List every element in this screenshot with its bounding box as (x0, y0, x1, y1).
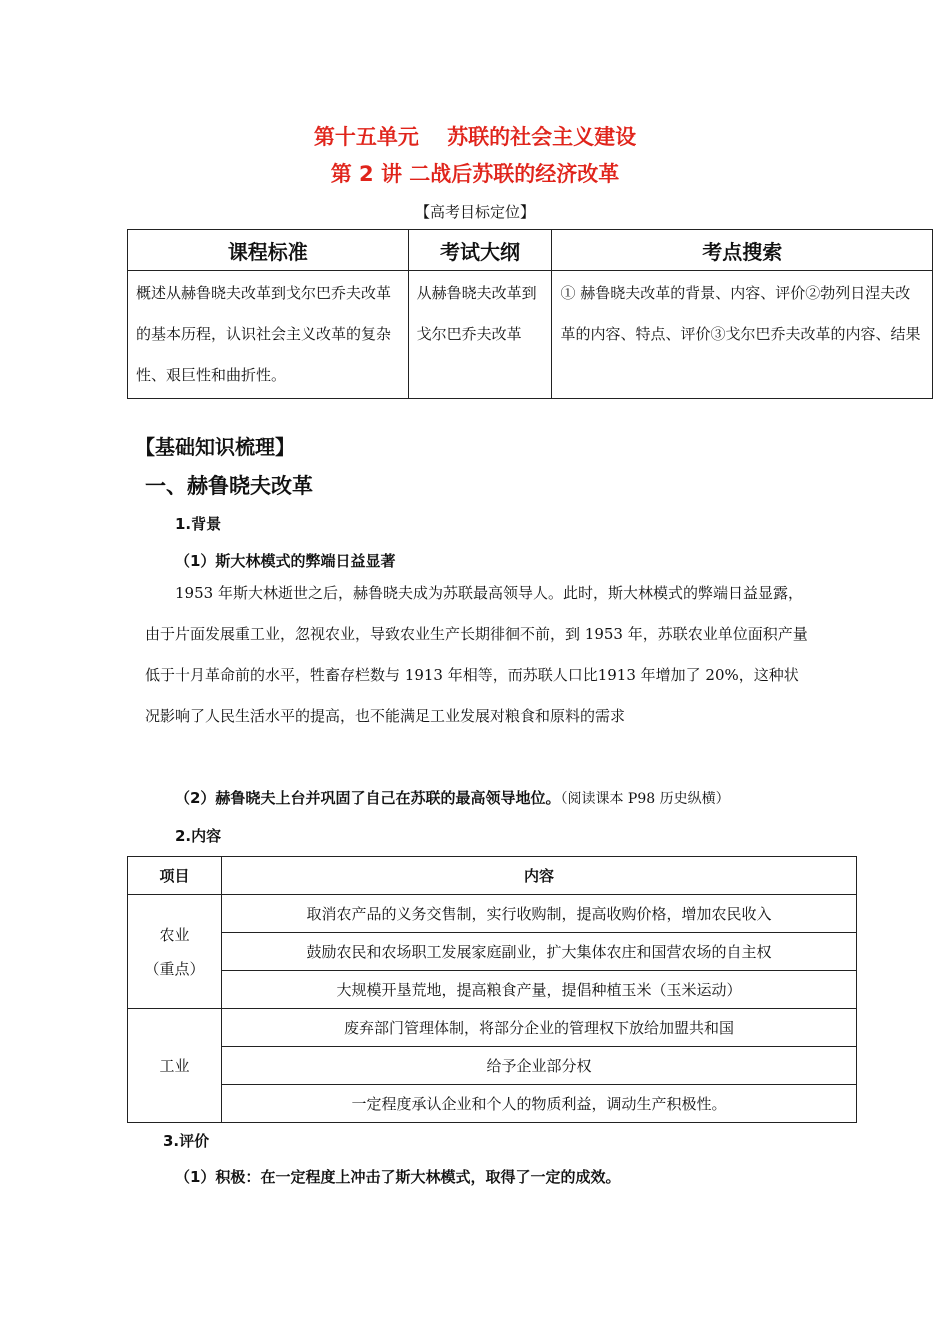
agriculture-label-cell (128, 895, 222, 1009)
cell-keypoints: ① 赫鲁晓夫改革的背景、内容、评价②勃列日涅夫改革的内容、特点、评价③戈尔巴乔夫改革的内容、结果 (552, 271, 933, 399)
content-heading: 2.内容 (175, 827, 222, 845)
background-1-text: 1953 年斯大林逝世之后，赫鲁晓夫成为苏联最高领导人。此时，斯大林模式的弊端日益显露，由于片面发展重工业，忽视农业，导致农业生产长期徘徊不前，到 1953 年，苏联农业单位面积产量低于十月革命前的水平，牲畜存栏数与 1913 年相等，而苏联人口比1913 年增加了 20%，这种状况影响了人民生活水平的提高，也不能满足工业发展对粮食和原料的需求 (145, 584, 808, 725)
header-keypoints: 考点搜索 (552, 230, 933, 271)
background-2-note: （阅读课本 P98 历史纵横） (560, 791, 730, 807)
cell-syllabus: 从赫鲁晓夫改革到戈尔巴乔夫改革 (408, 271, 552, 399)
lesson-title: 第 2 讲 二战后苏联的经济改革 (330, 162, 620, 186)
header-item: 项目 (128, 857, 222, 895)
evaluation-heading: 3.评价 (163, 1132, 210, 1150)
industry-row: 废弃部门管理体制，将部分企业的管理权下放给加盟共和国 (221, 1009, 856, 1047)
background-2-line (175, 787, 730, 808)
section-basic-knowledge: 【基础知识梳理】 (135, 435, 295, 459)
agriculture-row: 取消农产品的义务交售制，实行收购制，提高收购价格，增加农民收入 (221, 895, 856, 933)
section-khrushchev-reform: 一、赫鲁晓夫改革 (145, 474, 313, 498)
header-content: 内容 (221, 857, 856, 895)
header-syllabus: 考试大纲 (408, 230, 552, 271)
agriculture-row: 大规模开垦荒地，提高粮食产量，提倡种植玉米（玉米运动） (221, 971, 856, 1009)
background-2-heading: （2）赫鲁晓夫上台并巩固了自己在苏联的最高领导地位。 (175, 789, 561, 807)
reform-content-table (127, 856, 857, 1123)
background-heading: 1.背景 (175, 515, 222, 533)
unit-title: 第十五单元 苏联的社会主义建设 (313, 125, 637, 149)
agriculture-row: 鼓励农民和农场职工发展家庭副业，扩大集体农庄和国营农场的自主权 (221, 933, 856, 971)
header-curriculum: 课程标准 (128, 230, 409, 271)
target-label: 【高考目标定位】 (414, 203, 535, 221)
cell-curriculum: 概述从赫鲁晓夫改革到戈尔巴乔夫改革的基本历程，认识社会主义改革的复杂性、艰巨性和曲折性。 (128, 271, 409, 399)
agriculture-label: 农业 (159, 925, 190, 944)
agriculture-note: （重点） (144, 959, 205, 978)
industry-label: 工业 (128, 1009, 222, 1123)
background-1-heading: （1）斯大林模式的弊端日益显著 (175, 552, 396, 570)
objectives-table (127, 229, 933, 399)
industry-row: 一定程度承认企业和个人的物质利益，调动生产积极性。 (221, 1085, 856, 1123)
evaluation-positive: （1）积极：在一定程度上冲击了斯大林模式，取得了一定的成效。 (175, 1168, 621, 1186)
industry-row: 给予企业部分权 (221, 1047, 856, 1085)
